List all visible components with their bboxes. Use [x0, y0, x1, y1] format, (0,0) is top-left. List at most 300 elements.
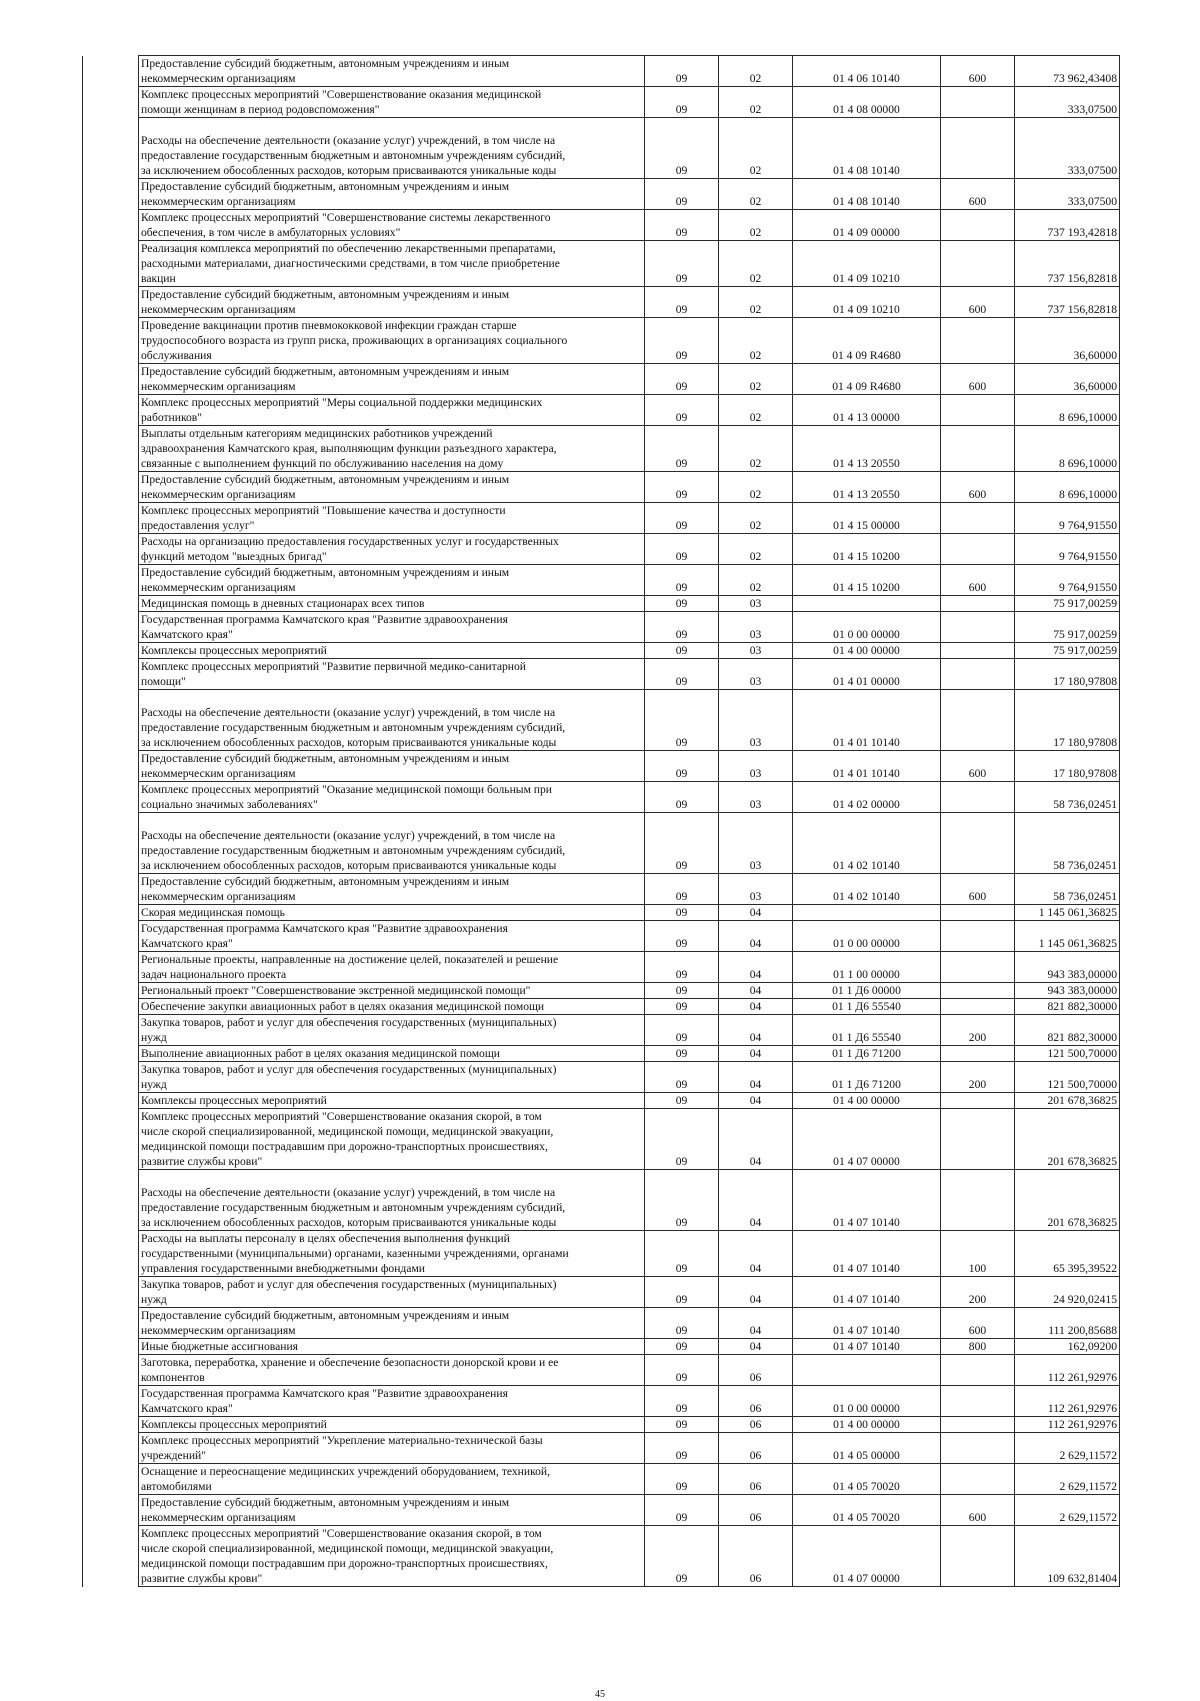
expense-type-cell: 600 — [941, 874, 1015, 905]
amount-cell: 9 764,91550 — [1015, 503, 1120, 534]
expense-name-cell: Комплекс процессных мероприятий "Оказание медицинской помощи больным при социально значимых заболеваниях" — [139, 782, 645, 813]
left-margin-cell — [83, 1339, 139, 1355]
amount-cell: 17 180,97808 — [1015, 659, 1120, 690]
left-margin-cell — [83, 1277, 139, 1308]
target-article-cell: 01 4 15 10200 — [793, 565, 941, 596]
expense-type-cell: 600 — [941, 565, 1015, 596]
expense-type-cell: 600 — [941, 472, 1015, 503]
expense-name-cell: Расходы на организацию предоставления государственных услуг и государственных функций методом "выездных бригад" — [139, 534, 645, 565]
subsection-code-cell: 02 — [719, 565, 793, 596]
section-code-cell: 09 — [645, 1526, 719, 1587]
subsection-code-cell: 02 — [719, 56, 793, 87]
subsection-code-cell: 04 — [719, 1277, 793, 1308]
amount-cell: 75 917,00259 — [1015, 612, 1120, 643]
table-row — [83, 921, 1120, 952]
subsection-code-cell: 03 — [719, 813, 793, 874]
amount-cell: 201 678,36825 — [1015, 1109, 1120, 1170]
table-row — [83, 1433, 1120, 1464]
expense-name-cell: Предоставление субсидий бюджетным, автономным учреждениям и иным некоммерческим организациям — [139, 287, 645, 318]
expense-type-cell — [941, 1355, 1015, 1386]
expense-name-cell: Предоставление субсидий бюджетным, автономным учреждениям и иным некоммерческим организациям — [139, 364, 645, 395]
subsection-code-cell: 06 — [719, 1417, 793, 1433]
target-article-cell: 01 4 09 10210 — [793, 287, 941, 318]
target-article-cell: 01 4 01 10140 — [793, 690, 941, 751]
table-row — [83, 952, 1120, 983]
table-row — [83, 1355, 1120, 1386]
table-row — [83, 534, 1120, 565]
table-row — [83, 1308, 1120, 1339]
section-code-cell: 09 — [645, 87, 719, 118]
target-article-cell: 01 4 00 00000 — [793, 1093, 941, 1109]
expense-name-cell: Предоставление субсидий бюджетным, автономным учреждениям и иным некоммерческим организациям — [139, 179, 645, 210]
expense-type-cell — [941, 1433, 1015, 1464]
expense-name-cell: Государственная программа Камчатского края "Развитие здравоохранения Камчатского края" — [139, 612, 645, 643]
target-article-cell: 01 4 15 00000 — [793, 503, 941, 534]
left-margin-cell — [83, 395, 139, 426]
amount-cell: 737 156,82818 — [1015, 241, 1120, 287]
table-row — [83, 87, 1120, 118]
subsection-code-cell: 04 — [719, 1231, 793, 1277]
expense-type-cell: 600 — [941, 751, 1015, 782]
amount-cell: 1 145 061,36825 — [1015, 921, 1120, 952]
target-article-cell: 01 1 Д6 71200 — [793, 1046, 941, 1062]
expense-type-cell — [941, 999, 1015, 1015]
left-margin-cell — [83, 241, 139, 287]
expense-name-cell: Комплекс процессных мероприятий "Совершенствование системы лекарственного обеспечения, в том числе в амбулаторных условиях" — [139, 210, 645, 241]
subsection-code-cell: 06 — [719, 1526, 793, 1587]
expense-name-cell: Закупка товаров, работ и услуг для обеспечения государственных (муниципальных) нужд — [139, 1015, 645, 1046]
target-article-cell: 01 4 07 10140 — [793, 1170, 941, 1231]
target-article-cell: 01 4 02 10140 — [793, 874, 941, 905]
expense-name-cell: Предоставление субсидий бюджетным, автономным учреждениям и иным некоммерческим организациям — [139, 472, 645, 503]
left-margin-cell — [83, 690, 139, 751]
target-article-cell: 01 4 08 10140 — [793, 118, 941, 179]
expense-name-cell: Расходы на обеспечение деятельности (оказание услуг) учреждений, в том числе на предоставление государственным бюджетным и автономным учреждениям субсидий, за исключением обособленных расходов, которым присваиваются уникальные коды — [139, 690, 645, 751]
target-article-cell: 01 4 07 00000 — [793, 1526, 941, 1587]
target-article-cell: 01 4 01 00000 — [793, 659, 941, 690]
expense-name-cell: Расходы на выплаты персоналу в целях обеспечения выполнения функций государственными (муниципальными) органами, казенными учреждениями, органами управления государственными внебюджетными фондами — [139, 1231, 645, 1277]
amount-cell: 112 261,92976 — [1015, 1417, 1120, 1433]
expense-type-cell: 600 — [941, 287, 1015, 318]
left-margin-cell — [83, 921, 139, 952]
subsection-code-cell: 04 — [719, 1062, 793, 1093]
amount-cell: 111 200,85688 — [1015, 1308, 1120, 1339]
target-article-cell — [793, 1355, 941, 1386]
amount-cell: 737 193,42818 — [1015, 210, 1120, 241]
amount-cell: 112 261,92976 — [1015, 1386, 1120, 1417]
amount-cell: 36,60000 — [1015, 318, 1120, 364]
expense-type-cell — [941, 659, 1015, 690]
expense-type-cell — [941, 87, 1015, 118]
section-code-cell: 09 — [645, 210, 719, 241]
table-row — [83, 782, 1120, 813]
target-article-cell: 01 4 08 10140 — [793, 179, 941, 210]
left-margin-cell — [83, 612, 139, 643]
amount-cell: 2 629,11572 — [1015, 1433, 1120, 1464]
section-code-cell: 09 — [645, 1417, 719, 1433]
section-code-cell: 09 — [645, 751, 719, 782]
amount-cell: 8 696,10000 — [1015, 472, 1120, 503]
left-margin-cell — [83, 999, 139, 1015]
expense-name-cell: Предоставление субсидий бюджетным, автономным учреждениям и иным некоммерческим организациям — [139, 1308, 645, 1339]
left-margin-cell — [83, 1046, 139, 1062]
subsection-code-cell: 04 — [719, 1170, 793, 1231]
section-code-cell: 09 — [645, 426, 719, 472]
target-article-cell: 01 4 06 10140 — [793, 56, 941, 87]
amount-cell: 65 395,39522 — [1015, 1231, 1120, 1277]
expense-name-cell: Оснащение и переоснащение медицинских учреждений оборудованием, техникой, автомобилями — [139, 1464, 645, 1495]
left-margin-cell — [83, 1231, 139, 1277]
subsection-code-cell: 03 — [719, 874, 793, 905]
expense-name-cell: Заготовка, переработка, хранение и обеспечение безопасности донорской крови и ее компонентов — [139, 1355, 645, 1386]
subsection-code-cell: 04 — [719, 999, 793, 1015]
table-row — [83, 318, 1120, 364]
table-row — [83, 1495, 1120, 1526]
target-article-cell: 01 4 13 20550 — [793, 426, 941, 472]
target-article-cell: 01 4 05 00000 — [793, 1433, 941, 1464]
section-code-cell: 09 — [645, 1109, 719, 1170]
amount-cell: 333,07500 — [1015, 87, 1120, 118]
subsection-code-cell: 03 — [719, 643, 793, 659]
table-row — [83, 1386, 1120, 1417]
expense-name-cell: Скорая медицинская помощь — [139, 905, 645, 921]
expense-type-cell — [941, 426, 1015, 472]
target-article-cell: 01 4 09 10210 — [793, 241, 941, 287]
subsection-code-cell: 04 — [719, 1109, 793, 1170]
subsection-code-cell: 03 — [719, 612, 793, 643]
expense-type-cell: 200 — [941, 1062, 1015, 1093]
left-margin-cell — [83, 318, 139, 364]
expense-type-cell: 800 — [941, 1339, 1015, 1355]
section-code-cell: 09 — [645, 1062, 719, 1093]
expense-name-cell: Проведение вакцинации против пневмококковой инфекции граждан старше трудоспособного возраста из групп риска, проживающих в организациях социального обслуживания — [139, 318, 645, 364]
amount-cell: 943 383,00000 — [1015, 952, 1120, 983]
table-row — [83, 56, 1120, 87]
target-article-cell: 01 4 08 00000 — [793, 87, 941, 118]
subsection-code-cell: 04 — [719, 905, 793, 921]
target-article-cell: 01 4 13 00000 — [793, 395, 941, 426]
amount-cell: 17 180,97808 — [1015, 751, 1120, 782]
table-row — [83, 612, 1120, 643]
expense-name-cell: Комплекс процессных мероприятий "Совершенствование оказания скорой, в том числе скорой специализированной, медицинской помощи, медицинской эвакуации, медицинской помощи пострадавшим при дорожно-транспортных происшествиях, развитие службы крови" — [139, 1109, 645, 1170]
expense-type-cell — [941, 318, 1015, 364]
table-row — [83, 364, 1120, 395]
amount-cell: 2 629,11572 — [1015, 1464, 1120, 1495]
target-article-cell: 01 4 09 00000 — [793, 210, 941, 241]
subsection-code-cell: 03 — [719, 751, 793, 782]
expense-type-cell — [941, 596, 1015, 612]
section-code-cell: 09 — [645, 643, 719, 659]
amount-cell: 17 180,97808 — [1015, 690, 1120, 751]
expense-type-cell: 600 — [941, 1495, 1015, 1526]
target-article-cell: 01 4 13 20550 — [793, 472, 941, 503]
left-margin-cell — [83, 1093, 139, 1109]
expense-name-cell: Обеспечение закупки авиационных работ в целях оказания медицинской помощи — [139, 999, 645, 1015]
amount-cell: 58 736,02451 — [1015, 782, 1120, 813]
table-row — [83, 751, 1120, 782]
expense-name-cell: Предоставление субсидий бюджетным, автономным учреждениям и иным некоммерческим организациям — [139, 1495, 645, 1526]
page-number: 45 — [595, 1689, 605, 1700]
subsection-code-cell: 04 — [719, 1339, 793, 1355]
amount-cell: 737 156,82818 — [1015, 287, 1120, 318]
expense-type-cell: 600 — [941, 364, 1015, 395]
expense-name-cell: Выполнение авиационных работ в целях оказания медицинской помощи — [139, 1046, 645, 1062]
table-row — [83, 565, 1120, 596]
section-code-cell: 09 — [645, 874, 719, 905]
expense-name-cell: Выплаты отдельным категориям медицинских работников учреждений здравоохранения Камчатского края, выполняющим функции разъездного характера, связанные с выполнением функций по обслуживанию населения на дому — [139, 426, 645, 472]
amount-cell: 75 917,00259 — [1015, 643, 1120, 659]
expense-name-cell: Предоставление субсидий бюджетным, автономным учреждениям и иным некоммерческим организациям — [139, 56, 645, 87]
section-code-cell: 09 — [645, 782, 719, 813]
expense-type-cell — [941, 241, 1015, 287]
left-margin-cell — [83, 1526, 139, 1587]
left-margin-cell — [83, 1015, 139, 1046]
amount-cell: 75 917,00259 — [1015, 596, 1120, 612]
amount-cell: 333,07500 — [1015, 118, 1120, 179]
section-code-cell: 09 — [645, 612, 719, 643]
expense-type-cell — [941, 1417, 1015, 1433]
section-code-cell: 09 — [645, 921, 719, 952]
expense-name-cell: Комплекс процессных мероприятий "Совершенствование оказания медицинской помощи женщинам в период родовспоможения" — [139, 87, 645, 118]
subsection-code-cell: 02 — [719, 87, 793, 118]
subsection-code-cell: 04 — [719, 952, 793, 983]
amount-cell: 2 629,11572 — [1015, 1495, 1120, 1526]
table-row — [83, 1231, 1120, 1277]
left-margin-cell — [83, 813, 139, 874]
left-margin-cell — [83, 534, 139, 565]
expense-name-cell: Государственная программа Камчатского края "Развитие здравоохранения Камчатского края" — [139, 1386, 645, 1417]
expense-name-cell: Комплекс процессных мероприятий "Развитие первичной медико-санитарной помощи" — [139, 659, 645, 690]
section-code-cell: 09 — [645, 1015, 719, 1046]
expense-name-cell: Региональный проект "Совершенствование экстренной медицинской помощи" — [139, 983, 645, 999]
table-row — [83, 395, 1120, 426]
target-article-cell: 01 0 00 00000 — [793, 1386, 941, 1417]
expense-type-cell: 200 — [941, 1015, 1015, 1046]
section-code-cell: 09 — [645, 364, 719, 395]
amount-cell: 24 920,02415 — [1015, 1277, 1120, 1308]
section-code-cell: 09 — [645, 395, 719, 426]
section-code-cell: 09 — [645, 905, 719, 921]
left-margin-cell — [83, 983, 139, 999]
target-article-cell: 01 4 00 00000 — [793, 1417, 941, 1433]
expense-name-cell: Реализация комплекса мероприятий по обеспечению лекарственными препаратами, расходными материалами, диагностическими средствами, в том числе приобретение вакцин — [139, 241, 645, 287]
table-row — [83, 1062, 1120, 1093]
section-code-cell: 09 — [645, 1355, 719, 1386]
table-row — [83, 596, 1120, 612]
amount-cell: 821 882,30000 — [1015, 1015, 1120, 1046]
expense-name-cell: Расходы на обеспечение деятельности (оказание услуг) учреждений, в том числе на предоставление государственным бюджетным и автономным учреждениям субсидий, за исключением обособленных расходов, которым присваиваются уникальные коды — [139, 1170, 645, 1231]
table-row — [83, 426, 1120, 472]
subsection-code-cell: 06 — [719, 1433, 793, 1464]
expense-type-cell: 600 — [941, 1308, 1015, 1339]
table-row — [83, 1339, 1120, 1355]
target-article-cell: 01 4 02 00000 — [793, 782, 941, 813]
amount-cell: 162,09200 — [1015, 1339, 1120, 1355]
left-margin-cell — [83, 1433, 139, 1464]
subsection-code-cell: 06 — [719, 1355, 793, 1386]
expense-type-cell — [941, 1386, 1015, 1417]
subsection-code-cell: 04 — [719, 1015, 793, 1046]
expense-name-cell: Комплекс процессных мероприятий "Укрепление материально-технической базы учреждений" — [139, 1433, 645, 1464]
expense-type-cell — [941, 118, 1015, 179]
expense-type-cell — [941, 612, 1015, 643]
left-margin-cell — [83, 596, 139, 612]
expense-type-cell — [941, 643, 1015, 659]
left-margin-cell — [83, 56, 139, 87]
target-article-cell: 01 0 00 00000 — [793, 921, 941, 952]
left-margin-cell — [83, 643, 139, 659]
expense-type-cell — [941, 1464, 1015, 1495]
subsection-code-cell: 06 — [719, 1495, 793, 1526]
subsection-code-cell: 03 — [719, 690, 793, 751]
left-margin-cell — [83, 1355, 139, 1386]
subsection-code-cell: 04 — [719, 1308, 793, 1339]
table-row — [83, 690, 1120, 751]
table-row — [83, 287, 1120, 318]
table-row — [83, 1526, 1120, 1587]
target-article-cell: 01 4 07 10140 — [793, 1277, 941, 1308]
target-article-cell: 01 4 02 10140 — [793, 813, 941, 874]
table-row — [83, 1170, 1120, 1231]
section-code-cell: 09 — [645, 179, 719, 210]
expense-type-cell — [941, 1093, 1015, 1109]
amount-cell: 8 696,10000 — [1015, 426, 1120, 472]
expense-type-cell — [941, 1109, 1015, 1170]
subsection-code-cell: 02 — [719, 118, 793, 179]
left-margin-cell — [83, 782, 139, 813]
left-margin-cell — [83, 1464, 139, 1495]
section-code-cell: 09 — [645, 999, 719, 1015]
left-margin-cell — [83, 210, 139, 241]
left-margin-cell — [83, 503, 139, 534]
subsection-code-cell: 02 — [719, 395, 793, 426]
target-article-cell: 01 4 05 70020 — [793, 1464, 941, 1495]
amount-cell: 821 882,30000 — [1015, 999, 1120, 1015]
target-article-cell: 01 4 05 70020 — [793, 1495, 941, 1526]
subsection-code-cell: 02 — [719, 318, 793, 364]
section-code-cell: 09 — [645, 690, 719, 751]
expense-name-cell: Комплекс процессных мероприятий "Повышение качества и доступности предоставления услуг" — [139, 503, 645, 534]
subsection-code-cell: 02 — [719, 426, 793, 472]
target-article-cell: 01 1 00 00000 — [793, 952, 941, 983]
table-row — [83, 503, 1120, 534]
target-article-cell: 01 4 07 10140 — [793, 1308, 941, 1339]
target-article-cell: 01 4 07 10140 — [793, 1339, 941, 1355]
expense-type-cell — [941, 983, 1015, 999]
expense-type-cell — [941, 813, 1015, 874]
table-row — [83, 643, 1120, 659]
target-article-cell — [793, 596, 941, 612]
left-margin-cell — [83, 118, 139, 179]
section-code-cell: 09 — [645, 659, 719, 690]
left-margin-cell — [83, 1109, 139, 1170]
section-code-cell: 09 — [645, 1093, 719, 1109]
expense-name-cell: Комплекс процессных мероприятий "Меры социальной поддержки медицинских работников" — [139, 395, 645, 426]
table-row — [83, 905, 1120, 921]
amount-cell: 112 261,92976 — [1015, 1355, 1120, 1386]
table-row — [83, 472, 1120, 503]
left-margin-cell — [83, 472, 139, 503]
amount-cell: 201 678,36825 — [1015, 1170, 1120, 1231]
section-code-cell: 09 — [645, 1433, 719, 1464]
table-row — [83, 1015, 1120, 1046]
left-margin-cell — [83, 287, 139, 318]
table-row — [83, 179, 1120, 210]
target-article-cell: 01 4 09 R4680 — [793, 318, 941, 364]
target-article-cell — [793, 905, 941, 921]
expense-type-cell: 100 — [941, 1231, 1015, 1277]
subsection-code-cell: 02 — [719, 503, 793, 534]
expense-name-cell: Иные бюджетные ассигнования — [139, 1339, 645, 1355]
subsection-code-cell: 02 — [719, 364, 793, 395]
left-margin-cell — [83, 1170, 139, 1231]
target-article-cell: 01 4 07 10140 — [793, 1231, 941, 1277]
subsection-code-cell: 03 — [719, 659, 793, 690]
left-margin-cell — [83, 1386, 139, 1417]
table-row — [83, 659, 1120, 690]
amount-cell: 36,60000 — [1015, 364, 1120, 395]
expense-type-cell: 200 — [941, 1277, 1015, 1308]
table-row — [83, 983, 1120, 999]
left-margin-cell — [83, 426, 139, 472]
expense-name-cell: Закупка товаров, работ и услуг для обеспечения государственных (муниципальных) нужд — [139, 1062, 645, 1093]
subsection-code-cell: 06 — [719, 1386, 793, 1417]
target-article-cell: 01 1 Д6 55540 — [793, 1015, 941, 1046]
subsection-code-cell: 02 — [719, 534, 793, 565]
amount-cell: 943 383,00000 — [1015, 983, 1120, 999]
target-article-cell: 01 1 Д6 55540 — [793, 999, 941, 1015]
section-code-cell: 09 — [645, 1464, 719, 1495]
expense-name-cell: Предоставление субсидий бюджетным, автономным учреждениям и иным некоммерческим организациям — [139, 874, 645, 905]
left-margin-cell — [83, 1062, 139, 1093]
amount-cell: 333,07500 — [1015, 179, 1120, 210]
left-margin-cell — [83, 874, 139, 905]
expense-type-cell: 600 — [941, 179, 1015, 210]
section-code-cell: 09 — [645, 565, 719, 596]
subsection-code-cell: 06 — [719, 1464, 793, 1495]
left-margin-cell — [83, 952, 139, 983]
section-code-cell: 09 — [645, 318, 719, 364]
expense-name-cell: Закупка товаров, работ и услуг для обеспечения государственных (муниципальных) нужд — [139, 1277, 645, 1308]
subsection-code-cell: 02 — [719, 210, 793, 241]
target-article-cell: 01 1 Д6 71200 — [793, 1062, 941, 1093]
expense-name-cell: Предоставление субсидий бюджетным, автономным учреждениям и иным некоммерческим организациям — [139, 565, 645, 596]
expense-type-cell — [941, 1170, 1015, 1231]
expense-name-cell: Комплекс процессных мероприятий "Совершенствование оказания скорой, в том числе скорой специализированной, медицинской помощи, медицинской эвакуации, медицинской помощи пострадавшим при дорожно-транспортных происшествиях, развитие службы крови" — [139, 1526, 645, 1587]
target-article-cell: 01 1 Д6 00000 — [793, 983, 941, 999]
section-code-cell: 09 — [645, 952, 719, 983]
expense-name-cell: Предоставление субсидий бюджетным, автономным учреждениям и иным некоммерческим организациям — [139, 751, 645, 782]
subsection-code-cell: 02 — [719, 472, 793, 503]
amount-cell: 1 145 061,36825 — [1015, 905, 1120, 921]
subsection-code-cell: 03 — [719, 782, 793, 813]
target-article-cell: 01 4 07 00000 — [793, 1109, 941, 1170]
section-code-cell: 09 — [645, 56, 719, 87]
left-margin-cell — [83, 565, 139, 596]
amount-cell: 9 764,91550 — [1015, 534, 1120, 565]
left-margin-cell — [83, 179, 139, 210]
target-article-cell: 01 0 00 00000 — [793, 612, 941, 643]
expense-type-cell — [941, 1046, 1015, 1062]
expense-type-cell — [941, 534, 1015, 565]
expense-name-cell: Государственная программа Камчатского края "Развитие здравоохранения Камчатского края" — [139, 921, 645, 952]
left-margin-cell — [83, 659, 139, 690]
subsection-code-cell: 04 — [719, 921, 793, 952]
table-row — [83, 210, 1120, 241]
left-margin-cell — [83, 1495, 139, 1526]
left-margin-cell — [83, 1308, 139, 1339]
subsection-code-cell: 04 — [719, 983, 793, 999]
